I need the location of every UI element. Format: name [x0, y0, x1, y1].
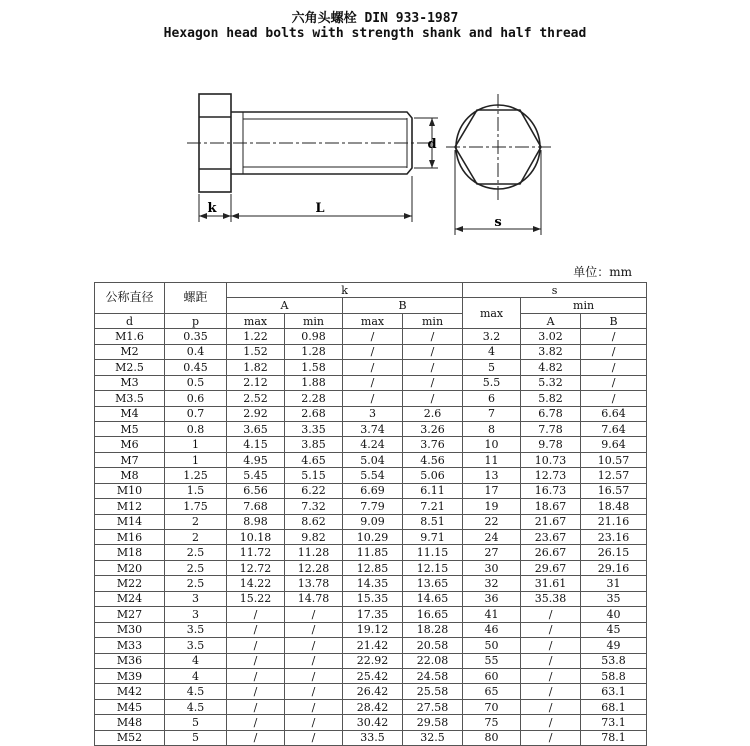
cell-k-b-max: 25.42	[343, 668, 403, 683]
header-k: k	[227, 283, 463, 298]
cell-size: M18	[95, 545, 165, 560]
cell-s-min-a: 29.67	[521, 560, 581, 575]
table-row	[95, 668, 647, 683]
cell-s-max: 6	[463, 391, 521, 406]
cell-s-min-b: /	[581, 360, 647, 375]
cell-k-a-max: 8.98	[227, 514, 285, 529]
cell-k-a-min: /	[285, 668, 343, 683]
cell-size: M10	[95, 483, 165, 498]
cell-pitch: 4	[165, 653, 227, 668]
cell-k-b-max: 5.54	[343, 468, 403, 483]
cell-k-a-min: /	[285, 622, 343, 637]
table-row	[95, 421, 647, 436]
table-row	[95, 391, 647, 406]
cell-s-min-a: /	[521, 638, 581, 653]
table-row	[95, 699, 647, 714]
cell-k-a-max: 4.95	[227, 452, 285, 467]
table-row	[95, 576, 647, 591]
cell-s-min-a: 31.61	[521, 576, 581, 591]
cell-size: M2	[95, 344, 165, 359]
cell-s-max: 13	[463, 468, 521, 483]
cell-s-max: 50	[463, 638, 521, 653]
cell-pitch: 1.75	[165, 499, 227, 514]
cell-s-min-a: 6.78	[521, 406, 581, 421]
cell-size: M5	[95, 421, 165, 436]
table-row	[95, 607, 647, 622]
cell-k-b-min: 7.21	[403, 499, 463, 514]
header-pitch: 螺距	[165, 283, 227, 314]
table-row	[95, 591, 647, 606]
cell-k-a-min: /	[285, 607, 343, 622]
cell-s-min-b: 9.64	[581, 437, 647, 452]
cell-k-b-max: 12.85	[343, 560, 403, 575]
cell-s-min-b: 18.48	[581, 499, 647, 514]
cell-pitch: 2	[165, 530, 227, 545]
header-s: s	[463, 283, 647, 298]
cell-s-min-b: /	[581, 329, 647, 344]
cell-k-a-max: 2.12	[227, 375, 285, 390]
table-row	[95, 499, 647, 514]
cell-k-a-max: /	[227, 653, 285, 668]
cell-k-b-min: 6.11	[403, 483, 463, 498]
cell-pitch: 0.5	[165, 375, 227, 390]
cell-pitch: 5	[165, 730, 227, 745]
cell-k-a-min: 14.78	[285, 591, 343, 606]
cell-size: M3.5	[95, 391, 165, 406]
cell-k-b-min: 4.56	[403, 452, 463, 467]
cell-s-max: 3.2	[463, 329, 521, 344]
header-k-A-max: max	[227, 313, 285, 328]
cell-s-max: 75	[463, 715, 521, 730]
cell-k-a-max: 2.52	[227, 391, 285, 406]
cell-s-min-a: 21.67	[521, 514, 581, 529]
header-k-B-min: min	[403, 313, 463, 328]
cell-k-a-min: /	[285, 653, 343, 668]
cell-s-min-a: 26.67	[521, 545, 581, 560]
cell-k-b-max: 22.92	[343, 653, 403, 668]
table-row	[95, 468, 647, 483]
cell-s-min-b: 53.8	[581, 653, 647, 668]
table-row	[95, 653, 647, 668]
cell-k-a-max: 7.68	[227, 499, 285, 514]
cell-s-min-a: /	[521, 730, 581, 745]
cell-k-a-max: 1.82	[227, 360, 285, 375]
cell-s-min-b: /	[581, 375, 647, 390]
cell-k-b-max: 26.42	[343, 684, 403, 699]
cell-s-max: 7	[463, 406, 521, 421]
cell-pitch: 3	[165, 607, 227, 622]
header-k-B: B	[343, 298, 463, 313]
cell-k-b-min: 11.15	[403, 545, 463, 560]
label-L: L	[315, 201, 325, 216]
cell-size: M6	[95, 437, 165, 452]
cell-s-max: 8	[463, 421, 521, 436]
cell-k-a-max: 6.56	[227, 483, 285, 498]
cell-k-b-min: 24.58	[403, 668, 463, 683]
cell-k-b-max: 4.24	[343, 437, 403, 452]
cell-size: M30	[95, 622, 165, 637]
cell-k-b-max: 11.85	[343, 545, 403, 560]
cell-k-b-min: 14.65	[403, 591, 463, 606]
unit-label: 单位：mm	[573, 265, 632, 279]
cell-s-min-a: /	[521, 699, 581, 714]
cell-s-min-b: 35	[581, 591, 647, 606]
cell-k-a-max: 10.18	[227, 530, 285, 545]
cell-pitch: 2	[165, 514, 227, 529]
cell-k-b-max: 5.04	[343, 452, 403, 467]
cell-size: M33	[95, 638, 165, 653]
cell-size: M27	[95, 607, 165, 622]
cell-s-max: 10	[463, 437, 521, 452]
cell-k-a-max: /	[227, 730, 285, 745]
cell-k-b-min: /	[403, 375, 463, 390]
cell-k-b-max: /	[343, 360, 403, 375]
cell-size: M36	[95, 653, 165, 668]
cell-k-b-min: 12.15	[403, 560, 463, 575]
cell-k-a-min: 2.28	[285, 391, 343, 406]
cell-k-b-min: 27.58	[403, 699, 463, 714]
cell-k-b-min: 18.28	[403, 622, 463, 637]
cell-s-min-a: 16.73	[521, 483, 581, 498]
cell-s-min-b: 6.64	[581, 406, 647, 421]
cell-k-b-min: /	[403, 344, 463, 359]
cell-size: M1.6	[95, 329, 165, 344]
cell-size: M22	[95, 576, 165, 591]
title-english: Hexagon head bolts with strength shank and half thread	[163, 26, 587, 41]
table-row	[95, 545, 647, 560]
cell-size: M24	[95, 591, 165, 606]
cell-s-min-a: /	[521, 607, 581, 622]
cell-s-min-b: 31	[581, 576, 647, 591]
cell-k-a-min: 8.62	[285, 514, 343, 529]
cell-k-a-max: /	[227, 715, 285, 730]
table-row	[95, 344, 647, 359]
cell-size: M2.5	[95, 360, 165, 375]
title-chinese: 六角头螺栓 DIN 933-1987	[291, 11, 459, 26]
cell-s-min-a: /	[521, 715, 581, 730]
cell-s-min-a: /	[521, 622, 581, 637]
cell-k-a-min: 4.65	[285, 452, 343, 467]
header-k-B-max: max	[343, 313, 403, 328]
cell-size: M3	[95, 375, 165, 390]
header-nominal-diameter: 公称直径	[95, 283, 165, 314]
cell-s-max: 32	[463, 576, 521, 591]
cell-k-b-max: 3.74	[343, 421, 403, 436]
table-row	[95, 437, 647, 452]
cell-k-b-max: 21.42	[343, 638, 403, 653]
cell-k-a-max: /	[227, 668, 285, 683]
cell-pitch: 4.5	[165, 684, 227, 699]
cell-s-min-a: 3.82	[521, 344, 581, 359]
cell-s-max: 22	[463, 514, 521, 529]
label-k: k	[207, 201, 217, 216]
table-row	[95, 360, 647, 375]
cell-k-a-min: 7.32	[285, 499, 343, 514]
cell-s-min-b: 29.16	[581, 560, 647, 575]
table-row	[95, 638, 647, 653]
cell-pitch: 3.5	[165, 638, 227, 653]
cell-k-a-min: 1.88	[285, 375, 343, 390]
cell-s-max: 41	[463, 607, 521, 622]
cell-k-b-min: /	[403, 391, 463, 406]
cell-s-min-a: 3.02	[521, 329, 581, 344]
cell-k-b-max: /	[343, 329, 403, 344]
cell-k-a-max: /	[227, 638, 285, 653]
cell-k-b-max: 30.42	[343, 715, 403, 730]
table-row	[95, 514, 647, 529]
table-row	[95, 530, 647, 545]
cell-s-min-a: 12.73	[521, 468, 581, 483]
cell-s-max: 70	[463, 699, 521, 714]
cell-k-b-max: 28.42	[343, 699, 403, 714]
cell-k-a-max: 5.45	[227, 468, 285, 483]
table-row	[95, 560, 647, 575]
header-s-max: max	[463, 298, 521, 329]
cell-k-a-max: /	[227, 699, 285, 714]
cell-s-min-b: 58.8	[581, 668, 647, 683]
cell-s-min-b: 49	[581, 638, 647, 653]
cell-k-a-min: 3.35	[285, 421, 343, 436]
header-p: p	[165, 313, 227, 328]
cell-pitch: 0.45	[165, 360, 227, 375]
cell-k-b-min: 3.76	[403, 437, 463, 452]
cell-k-a-max: /	[227, 684, 285, 699]
cell-k-b-min: /	[403, 329, 463, 344]
cell-size: M39	[95, 668, 165, 683]
cell-k-a-min: 0.98	[285, 329, 343, 344]
cell-pitch: 1.25	[165, 468, 227, 483]
cell-k-b-min: 13.65	[403, 576, 463, 591]
cell-s-min-a: 5.82	[521, 391, 581, 406]
cell-pitch: 1	[165, 437, 227, 452]
cell-k-b-max: 19.12	[343, 622, 403, 637]
cell-pitch: 1.5	[165, 483, 227, 498]
cell-size: M14	[95, 514, 165, 529]
cell-pitch: 4	[165, 668, 227, 683]
cell-s-min-b: 16.57	[581, 483, 647, 498]
cell-k-a-max: 4.15	[227, 437, 285, 452]
cell-s-max: 17	[463, 483, 521, 498]
cell-pitch: 5	[165, 715, 227, 730]
cell-pitch: 0.8	[165, 421, 227, 436]
cell-pitch: 0.4	[165, 344, 227, 359]
cell-k-b-max: 6.69	[343, 483, 403, 498]
table-row	[95, 483, 647, 498]
cell-k-b-min: 3.26	[403, 421, 463, 436]
table-row	[95, 452, 647, 467]
cell-k-a-max: 12.72	[227, 560, 285, 575]
cell-s-min-a: /	[521, 668, 581, 683]
cell-k-a-max: 14.22	[227, 576, 285, 591]
cell-s-max: 5.5	[463, 375, 521, 390]
cell-pitch: 2.5	[165, 545, 227, 560]
cell-s-min-b: 12.57	[581, 468, 647, 483]
cell-pitch: 3	[165, 591, 227, 606]
cell-pitch: 0.6	[165, 391, 227, 406]
cell-s-max: 36	[463, 591, 521, 606]
cell-k-a-min: 9.82	[285, 530, 343, 545]
cell-k-b-max: 14.35	[343, 576, 403, 591]
table-row	[95, 622, 647, 637]
cell-k-a-max: 1.22	[227, 329, 285, 344]
cell-s-max: 80	[463, 730, 521, 745]
cell-k-b-min: 5.06	[403, 468, 463, 483]
cell-s-min-a: 5.32	[521, 375, 581, 390]
cell-size: M52	[95, 730, 165, 745]
cell-k-a-max: 3.65	[227, 421, 285, 436]
cell-k-a-min: 11.28	[285, 545, 343, 560]
cell-k-a-max: 1.52	[227, 344, 285, 359]
cell-s-min-a: 18.67	[521, 499, 581, 514]
cell-k-b-max: /	[343, 344, 403, 359]
cell-pitch: 4.5	[165, 699, 227, 714]
cell-k-a-min: 1.28	[285, 344, 343, 359]
cell-k-b-max: 3	[343, 406, 403, 421]
cell-s-min-b: /	[581, 344, 647, 359]
cell-s-max: 55	[463, 653, 521, 668]
cell-s-min-b: 73.1	[581, 715, 647, 730]
cell-size: M4	[95, 406, 165, 421]
table-row	[95, 684, 647, 699]
cell-size: M7	[95, 452, 165, 467]
cell-k-a-min: 13.78	[285, 576, 343, 591]
cell-s-min-b: 68.1	[581, 699, 647, 714]
cell-pitch: 3.5	[165, 622, 227, 637]
table-row	[95, 715, 647, 730]
cell-s-min-b: 7.64	[581, 421, 647, 436]
cell-k-a-max: /	[227, 607, 285, 622]
table-row	[95, 329, 647, 344]
header-k-A-min: min	[285, 313, 343, 328]
cell-k-b-min: /	[403, 360, 463, 375]
cell-k-a-min: 6.22	[285, 483, 343, 498]
header-s-min-A: A	[521, 313, 581, 328]
cell-size: M45	[95, 699, 165, 714]
cell-s-min-b: /	[581, 391, 647, 406]
cell-s-min-b: 78.1	[581, 730, 647, 745]
cell-k-a-min: 1.58	[285, 360, 343, 375]
cell-k-b-min: 25.58	[403, 684, 463, 699]
cell-k-b-max: /	[343, 391, 403, 406]
cell-k-b-max: 17.35	[343, 607, 403, 622]
cell-s-max: 60	[463, 668, 521, 683]
cell-k-a-max: 2.92	[227, 406, 285, 421]
cell-k-b-min: 9.71	[403, 530, 463, 545]
cell-s-max: 46	[463, 622, 521, 637]
cell-s-min-a: /	[521, 684, 581, 699]
cell-size: M20	[95, 560, 165, 575]
cell-k-a-min: /	[285, 715, 343, 730]
cell-k-b-min: 20.58	[403, 638, 463, 653]
cell-size: M42	[95, 684, 165, 699]
cell-k-a-min: 12.28	[285, 560, 343, 575]
cell-size: M48	[95, 715, 165, 730]
cell-s-max: 30	[463, 560, 521, 575]
cell-k-b-max: 10.29	[343, 530, 403, 545]
table-row	[95, 406, 647, 421]
cell-size: M16	[95, 530, 165, 545]
cell-s-min-b: 26.15	[581, 545, 647, 560]
cell-pitch: 0.7	[165, 406, 227, 421]
cell-s-min-b: 40	[581, 607, 647, 622]
cell-k-b-max: 9.09	[343, 514, 403, 529]
cell-s-min-b: 10.57	[581, 452, 647, 467]
cell-k-a-min: 5.15	[285, 468, 343, 483]
cell-s-max: 19	[463, 499, 521, 514]
cell-s-min-a: 35.38	[521, 591, 581, 606]
cell-size: M8	[95, 468, 165, 483]
cell-s-max: 11	[463, 452, 521, 467]
cell-s-max: 65	[463, 684, 521, 699]
cell-k-b-min: 32.5	[403, 730, 463, 745]
cell-pitch: 0.35	[165, 329, 227, 344]
cell-s-min-b: 21.16	[581, 514, 647, 529]
cell-k-b-max: 7.79	[343, 499, 403, 514]
spec-table	[94, 282, 647, 746]
cell-k-a-min: 3.85	[285, 437, 343, 452]
cell-s-max: 4	[463, 344, 521, 359]
cell-s-min-b: 45	[581, 622, 647, 637]
bolt-drawing	[0, 80, 750, 240]
cell-k-b-min: 8.51	[403, 514, 463, 529]
cell-pitch: 2.5	[165, 560, 227, 575]
cell-s-min-a: 23.67	[521, 530, 581, 545]
cell-s-min-b: 63.1	[581, 684, 647, 699]
cell-s-min-a: /	[521, 653, 581, 668]
header-d: d	[95, 313, 165, 328]
cell-k-b-max: /	[343, 375, 403, 390]
cell-s-max: 27	[463, 545, 521, 560]
cell-k-a-min: /	[285, 684, 343, 699]
cell-s-min-b: 23.16	[581, 530, 647, 545]
cell-k-a-max: 11.72	[227, 545, 285, 560]
cell-k-a-min: /	[285, 699, 343, 714]
cell-k-a-max: /	[227, 622, 285, 637]
cell-k-b-min: 22.08	[403, 653, 463, 668]
cell-k-a-max: 15.22	[227, 591, 285, 606]
cell-s-max: 5	[463, 360, 521, 375]
cell-pitch: 2.5	[165, 576, 227, 591]
cell-k-b-max: 33.5	[343, 730, 403, 745]
table-row	[95, 375, 647, 390]
cell-k-b-min: 29.58	[403, 715, 463, 730]
cell-k-a-min: /	[285, 638, 343, 653]
header-s-min-B: B	[581, 313, 647, 328]
label-d: d	[427, 137, 437, 152]
cell-pitch: 1	[165, 452, 227, 467]
cell-s-min-a: 10.73	[521, 452, 581, 467]
cell-s-min-a: 9.78	[521, 437, 581, 452]
cell-k-b-min: 16.65	[403, 607, 463, 622]
cell-k-b-max: 15.35	[343, 591, 403, 606]
cell-s-max: 24	[463, 530, 521, 545]
label-s: s	[494, 215, 502, 230]
cell-k-a-min: 2.68	[285, 406, 343, 421]
header-k-A: A	[227, 298, 343, 313]
cell-size: M12	[95, 499, 165, 514]
cell-s-min-a: 7.78	[521, 421, 581, 436]
cell-k-a-min: /	[285, 730, 343, 745]
header-s-min: min	[521, 298, 647, 313]
cell-s-min-a: 4.82	[521, 360, 581, 375]
cell-k-b-min: 2.6	[403, 406, 463, 421]
